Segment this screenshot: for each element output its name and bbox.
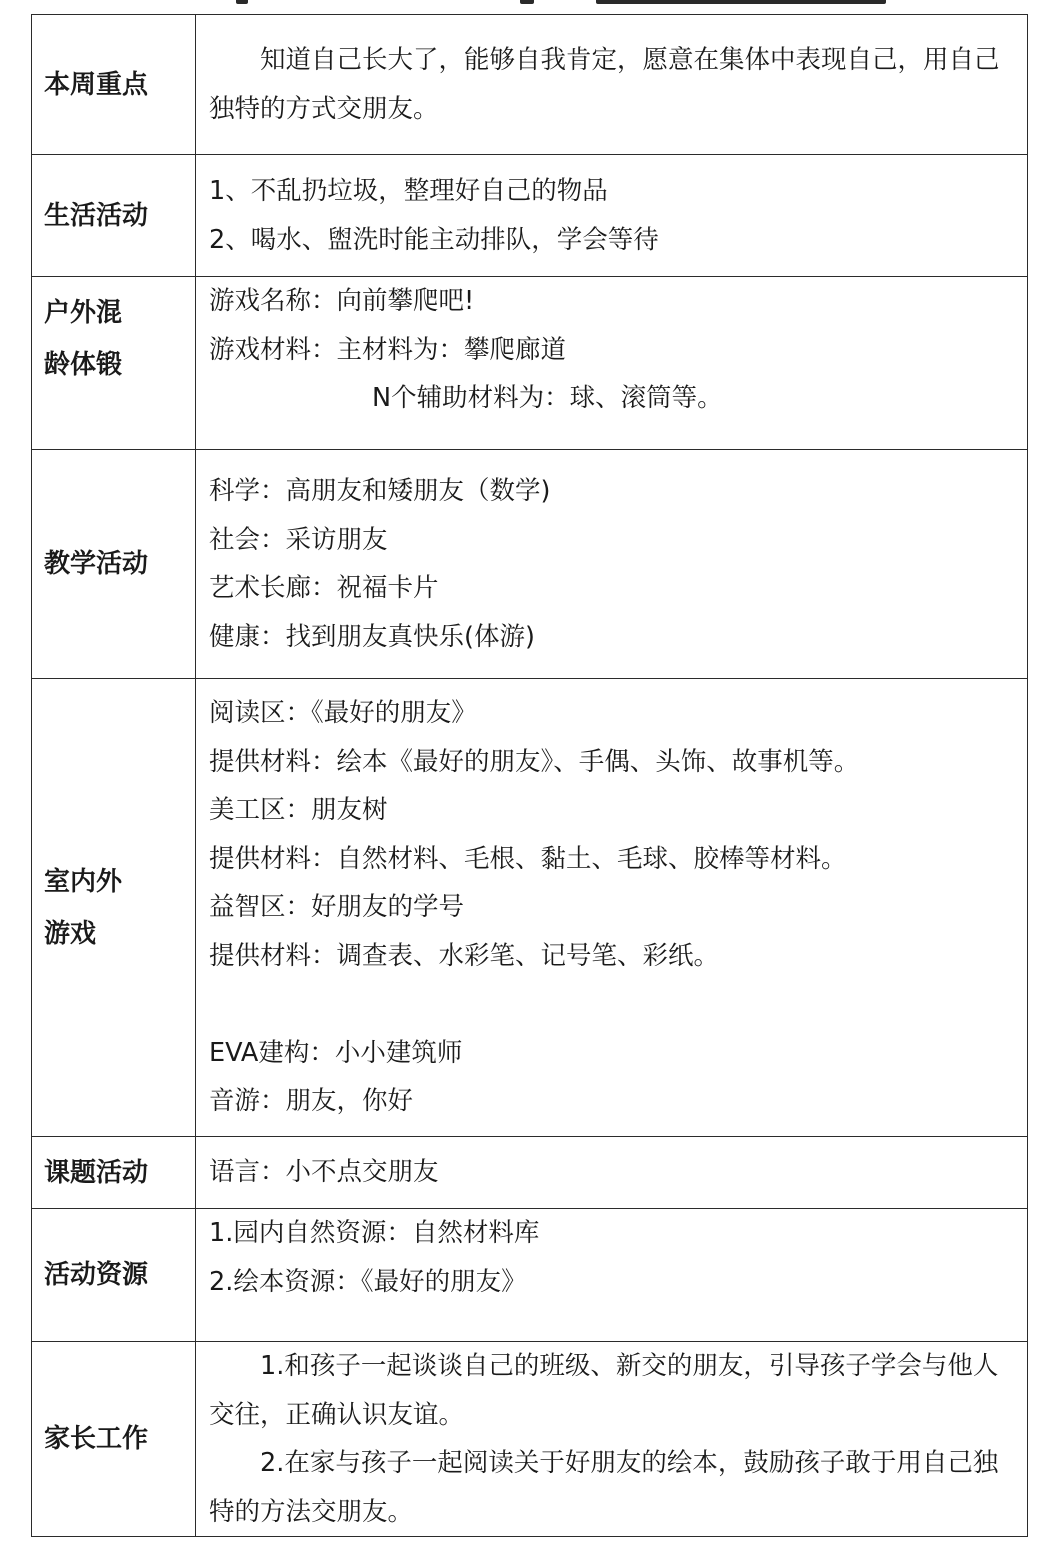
outdoor-line-3: N个辅助材料为：球、滚筒等。	[372, 383, 723, 413]
focus-paragraph: 知道自己长大了，能够自我肯定，愿意在集体中表现自己，用自己独特的方式交朋友。	[209, 45, 1000, 124]
table-row-topic	[32, 1137, 1028, 1209]
games-line-7: EVA建构：小小建筑师	[209, 1037, 463, 1068]
row-content-parents	[196, 1342, 1028, 1537]
row-label-outdoor	[32, 277, 196, 450]
teaching-line-1: 科学：高朋友和矮朋友（数学)	[209, 476, 551, 506]
row-content-games	[196, 679, 1028, 1137]
row-label-teaching-text: 教学活动	[44, 549, 149, 579]
table-row-life	[32, 155, 1028, 277]
row-label-life-text: 生活活动	[44, 200, 149, 231]
row-label-life	[32, 155, 196, 277]
row-label-resources-text: 活动资源	[44, 1260, 149, 1290]
parents-paragraph-2: 2.在家与孩子一起阅读关于好朋友的绘本，鼓励孩子敢于用自己独特的方法交朋友。	[209, 1448, 999, 1527]
games-line-2: 提供材料：绘本《最好的朋友》、手偶、头饰、故事机等。	[209, 746, 860, 777]
weekly-plan-table	[31, 14, 1028, 1537]
row-content-focus	[196, 15, 1028, 155]
teaching-line-2: 社会：采访朋友	[209, 524, 388, 555]
row-label-teaching	[32, 450, 196, 679]
games-line-8: 音游：朋友，你好	[209, 1086, 414, 1117]
row-content-life	[196, 155, 1028, 277]
row-label-outdoor-text-2: 龄体锻	[44, 350, 123, 380]
resources-line-2: 2.绘本资源：《最好的朋友》	[209, 1266, 527, 1297]
row-label-parents-text: 家长工作	[44, 1424, 149, 1454]
games-blank-line	[209, 980, 1009, 1029]
row-label-parents	[32, 1342, 196, 1537]
table-row-focus	[32, 15, 1028, 155]
row-content-outdoor	[196, 277, 1028, 450]
row-label-outdoor-text-1: 户外混	[44, 298, 123, 328]
table-row-parents	[32, 1342, 1028, 1537]
table-row-outdoor	[32, 277, 1028, 450]
row-content-resources	[196, 1209, 1028, 1342]
teaching-line-4: 健康：找到朋友真快乐(体游)	[209, 621, 535, 652]
games-line-4: 提供材料：自然材料、毛根、黏土、毛球、胶棒等材料。	[209, 843, 847, 874]
life-line-1: 1、不乱扔垃圾，整理好自己的物品	[209, 176, 608, 206]
row-label-games	[32, 679, 196, 1137]
row-label-games-text-2: 游戏	[44, 918, 97, 949]
games-line-1: 阅读区：《最好的朋友》	[209, 698, 477, 729]
resources-line-1: 1.园内自然资源：自然材料库	[209, 1218, 540, 1248]
cropped-header-text	[0, 0, 1054, 10]
row-label-focus-text: 本周重点	[44, 69, 149, 100]
row-label-topic-text: 课题活动	[44, 1157, 149, 1188]
row-label-topic	[32, 1137, 196, 1209]
row-content-teaching	[196, 450, 1028, 679]
table-row-resources	[32, 1209, 1028, 1342]
row-label-resources	[32, 1209, 196, 1342]
games-line-3: 美工区：朋友树	[209, 795, 388, 826]
outdoor-line-1: 游戏名称：向前攀爬吧!	[209, 286, 475, 316]
games-line-5: 益智区：好朋友的学号	[209, 892, 465, 923]
row-label-games-text-1: 室内外	[44, 866, 123, 897]
row-content-topic	[196, 1137, 1028, 1209]
parents-paragraph-1: 1.和孩子一起谈谈自己的班级、新交的朋友，引导孩子学会与他人交往，正确认识友谊。	[209, 1351, 999, 1430]
outdoor-line-2: 游戏材料：主材料为：攀爬廊道	[209, 334, 567, 365]
topic-line-1: 语言：小不点交朋友	[209, 1157, 439, 1188]
table-row-teaching	[32, 450, 1028, 679]
row-label-focus	[32, 15, 196, 155]
life-line-2: 2、喝水、盥洗时能主动排队，学会等待	[209, 224, 659, 255]
games-line-6: 提供材料：调查表、水彩笔、记号笔、彩纸。	[209, 940, 720, 971]
table-row-games	[32, 679, 1028, 1137]
teaching-line-3: 艺术长廊：祝福卡片	[209, 573, 439, 603]
